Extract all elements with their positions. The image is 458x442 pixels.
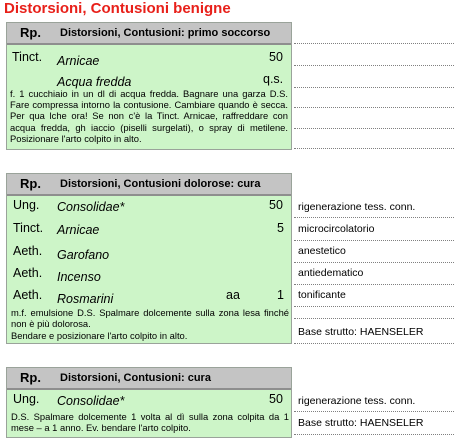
ingredient-form: Tinct. — [12, 50, 43, 64]
note-line — [294, 262, 454, 263]
note-line — [294, 65, 454, 66]
ingredient-amount: 50 — [269, 50, 283, 64]
note-line — [294, 148, 454, 149]
base-label: Base strutto: HAENSELER — [298, 326, 424, 338]
instructions-text: f. 1 cucchiaio in un dl di acqua fredda. Bagnare una garza D.S. Fare compressa intorno la contusione. Cambiare quando è secca. Per qua lche ora! Se non c'è la Tinct. Arnicae, raffreddare con acqua fredda, gh iaccio (piselli surgelati), o spray di metilene. Posizionare l'arto colpito in alto. — [10, 88, 288, 144]
note-line — [294, 43, 454, 44]
effect-label: antiedematico — [298, 267, 364, 279]
rp-label: Rp. — [20, 176, 41, 191]
ingredient-amount: 5 — [277, 221, 284, 235]
card-title: Distorsioni, Contusioni: cura — [60, 372, 211, 384]
prescription-card-first-aid — [6, 22, 292, 150]
effect-label: anestetico — [298, 245, 346, 257]
ingredient-amount: 1 — [277, 288, 284, 302]
ingredient-form: Tinct. — [13, 221, 44, 235]
note-line — [294, 343, 454, 344]
prescription-card-treatment — [6, 173, 292, 344]
ingredient-name: Garofano — [57, 248, 110, 262]
ingredient-name: Consolidae* — [57, 200, 125, 214]
page-title: Distorsioni, Contusioni benigne — [4, 0, 231, 17]
note-line — [294, 107, 454, 108]
card-header — [7, 368, 291, 390]
ingredient-name: Arnicae — [57, 223, 100, 237]
card-header — [7, 23, 291, 45]
note-line — [294, 217, 454, 218]
instructions-text: m.f. emulsione D.S. Spalmare dolcemente sulla zona lesa finché non è più dolorosa. — [11, 307, 289, 330]
ingredient-amount: 50 — [269, 392, 283, 406]
rp-label: Rp. — [20, 370, 41, 385]
ingredient-name: Arnicae — [57, 54, 100, 68]
effect-label: microcircolatorio — [298, 223, 375, 235]
instructions-text-2: Bendare e posizionare l'arto colpito in alto. — [11, 330, 188, 341]
ingredient-amount: 50 — [269, 198, 283, 212]
ingredient-form: Aeth. — [13, 244, 43, 258]
ingredient-name: Acqua fredda — [57, 75, 132, 89]
note-line — [294, 87, 454, 88]
note-line — [294, 128, 454, 129]
note-line — [294, 318, 454, 319]
note-line — [294, 284, 454, 285]
effect-label: tonificante — [298, 289, 346, 301]
ingredient-form: Aeth. — [13, 266, 43, 280]
effect-label: rigenerazione tess. conn. — [298, 201, 416, 213]
card-header — [7, 174, 291, 196]
ingredient-ratio: aa — [226, 288, 240, 302]
ingredient-name: Incenso — [57, 270, 101, 284]
ingredient-amount: q.s. — [263, 72, 284, 86]
note-line — [294, 434, 454, 435]
base-label: Base strutto: HAENSELER — [298, 417, 424, 429]
ingredient-form: Aeth. — [13, 288, 43, 302]
prescription-card-cure — [6, 367, 292, 438]
card-title: Distorsioni, Contusioni dolorose: cura — [60, 178, 261, 190]
ingredient-form: Ung. — [13, 198, 40, 212]
note-line — [294, 411, 454, 412]
ingredient-form: Ung. — [13, 392, 40, 406]
ingredient-name: Consolidae* — [57, 394, 125, 408]
effect-label: rigenerazione tess. conn. — [298, 395, 416, 407]
note-line — [294, 306, 454, 307]
instructions-text: D.S. Spalmare dolcemente 1 volta al dì sulla zona colpita da 1 mese – a 1 anno. Ev. bendare l'arto colpito. — [11, 411, 289, 434]
card-title: Distorsioni, Contusioni: primo soccorso — [60, 27, 271, 39]
rp-label: Rp. — [20, 25, 41, 40]
note-line — [294, 240, 454, 241]
ingredient-name: Rosmarini — [57, 292, 114, 306]
